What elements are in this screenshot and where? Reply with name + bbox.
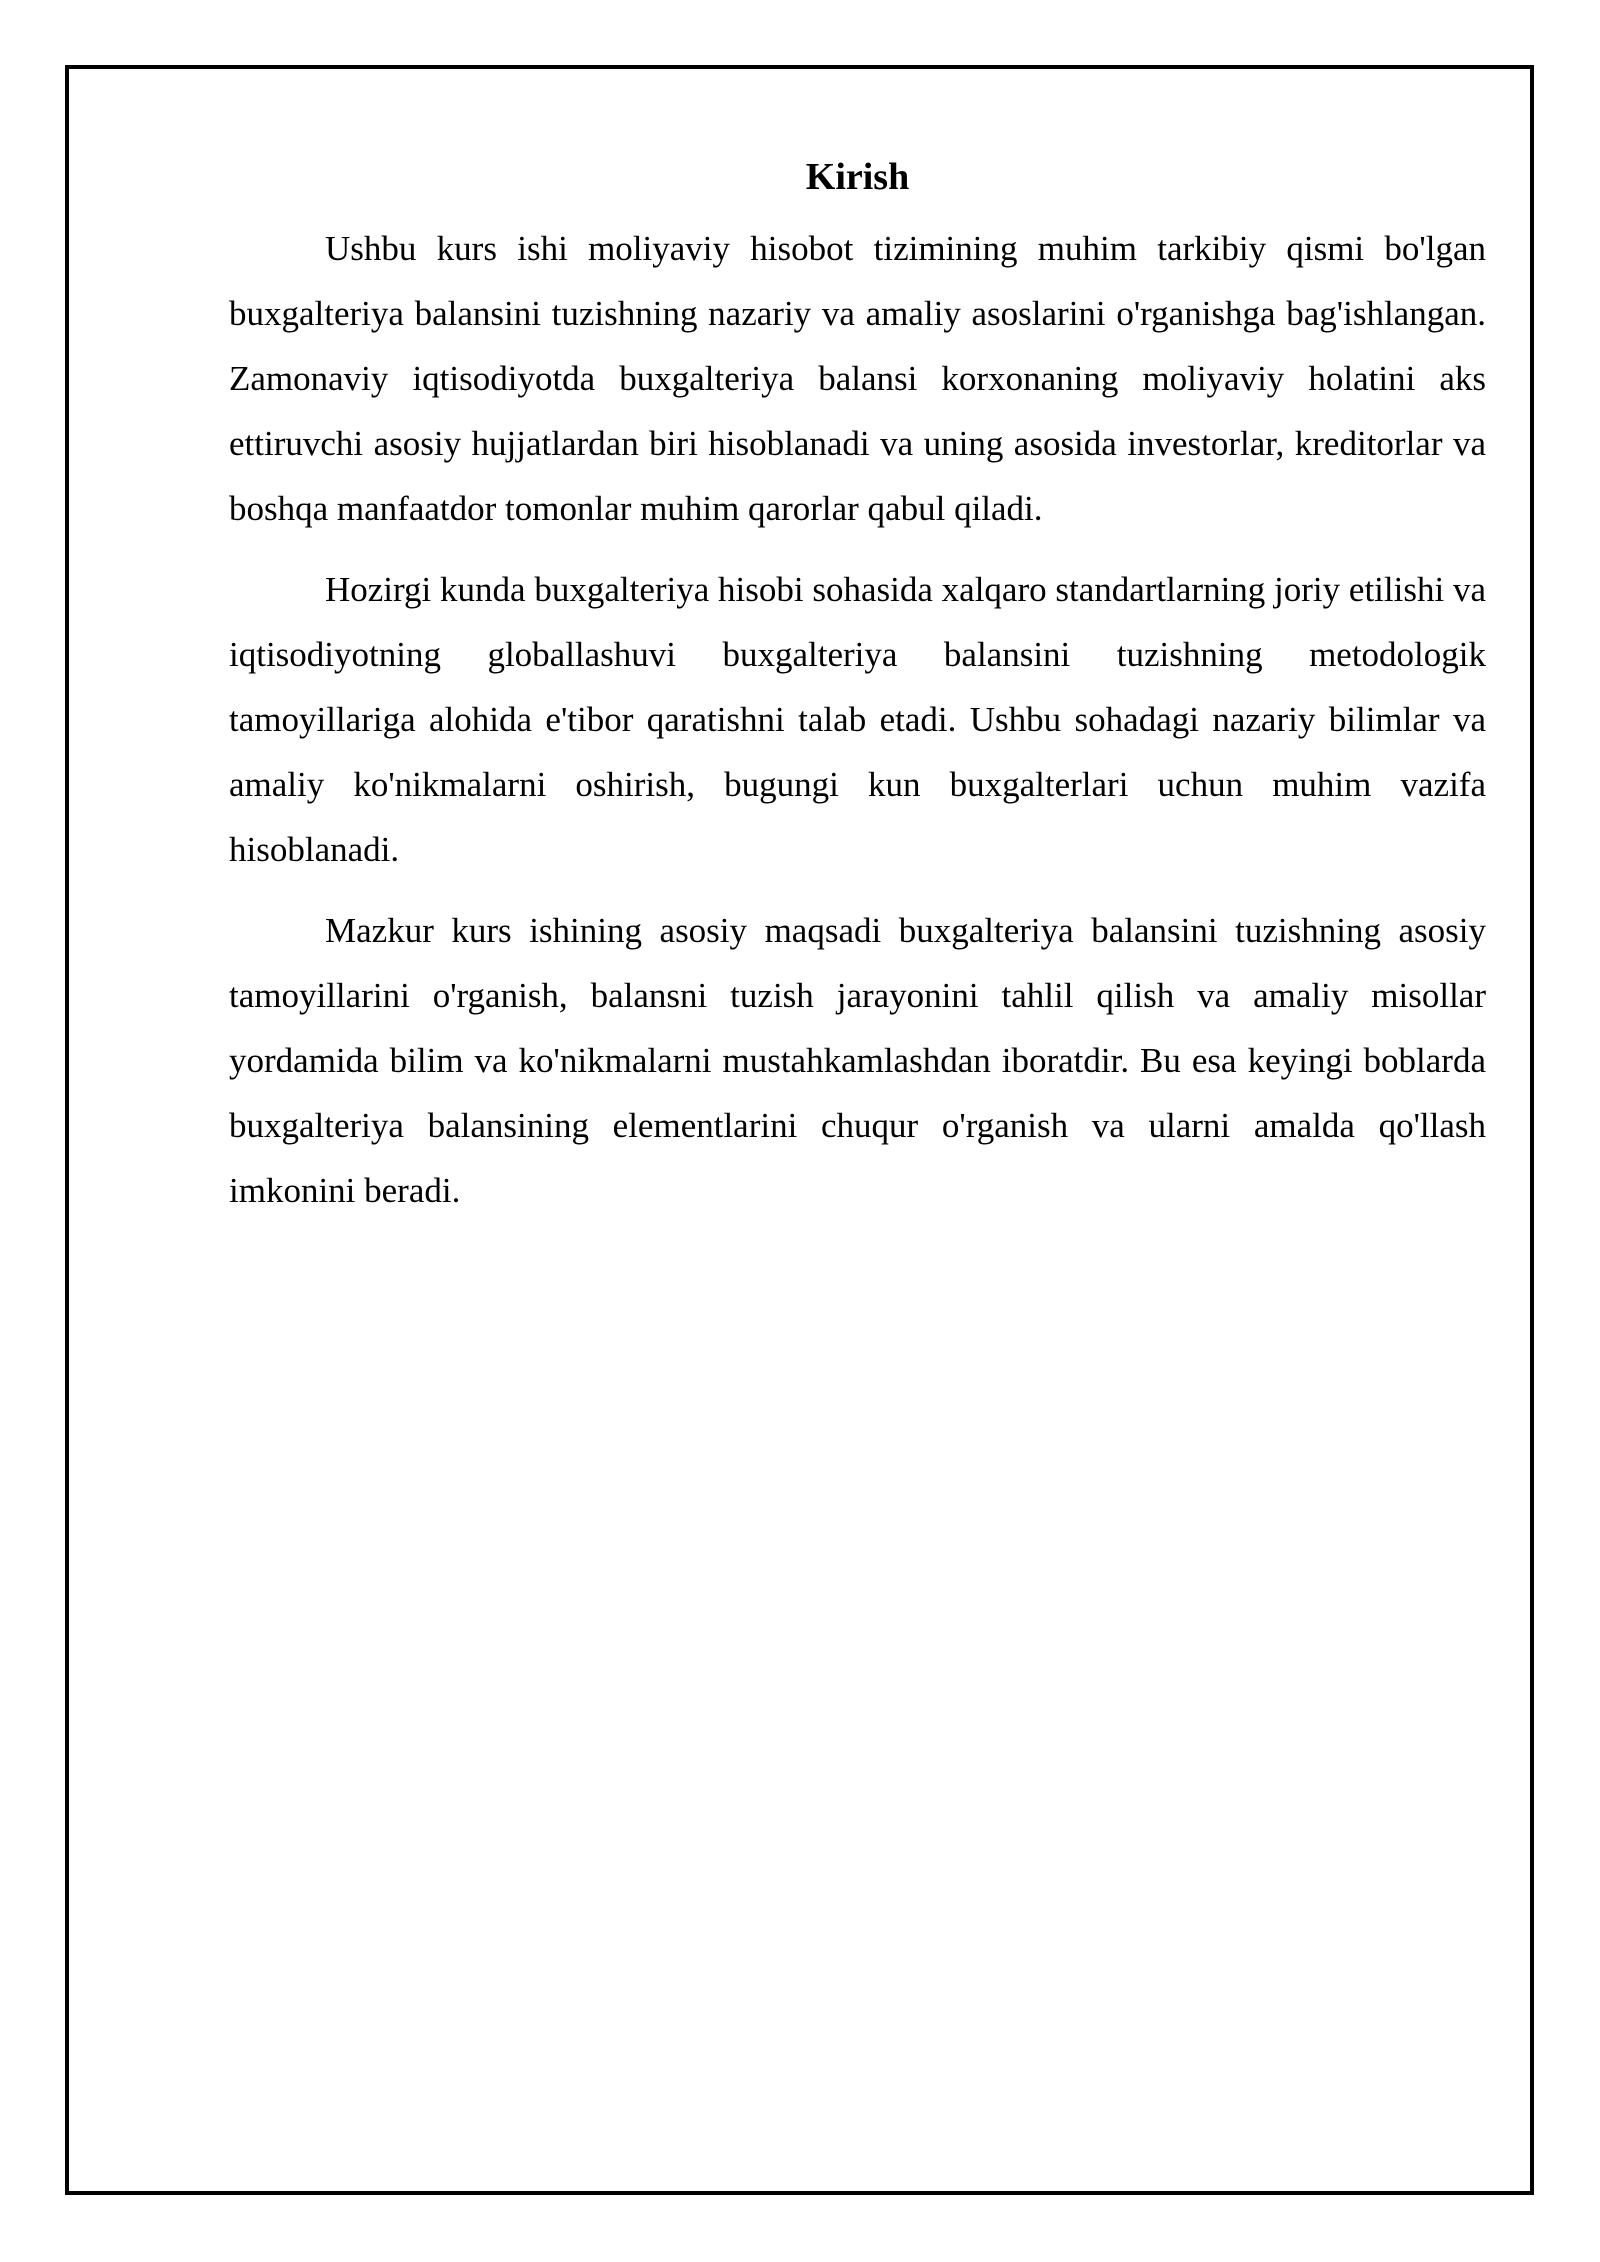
paragraph-2: Hozirgi kunda buxgalteriya hisobi sohasida xalqaro standartlarning joriy etilishi va iqtisodiyotning globallashuvi buxgalteriya balansini tuzishning metodologik tamoyillariga alohida e'tibor qaratishni talab etadi. Ushbu sohadagi nazariy bilimlar va amaliy ko'nikmalarni oshirish, bugungi kun buxgalterlari uchun muhim vazifa hisoblanadi. (229, 570, 1486, 869)
paragraph-3: Mazkur kurs ishining asosiy maqsadi buxgalteriya balansini tuzishning asosiy tamoyillarini o'rganish, balansni tuzish jarayonini tahlil qilish va amaliy misollar yordamida bilim va ko'nikmalarni mustahkamlashdan iboratdir. Bu esa keyingi boblarda buxgalteriya balansining elementlarini chuqur o'rganish va ularni amalda qo'llash imkonini beradi. (229, 911, 1486, 1210)
document-body (229, 150, 1486, 1239)
paragraph-1: Ushbu kurs ishi moliyaviy hisobot tizimining muhim tarkibiy qismi bo'lgan buxgalteriya balansini tuzishning nazariy va amaliy asoslarini o'rganishga bag'ishlangan. Zamonaviy iqtisodiyotda buxgalteriya balansi korxonaning moliyaviy holatini aks ettiruvchi asosiy hujjatlardan biri hisoblanadi va uning asosida investorlar, kreditorlar va boshqa manfaatdor tomonlar muhim qarorlar qabul qiladi. (229, 229, 1486, 528)
document-title: Kirish (805, 156, 910, 198)
